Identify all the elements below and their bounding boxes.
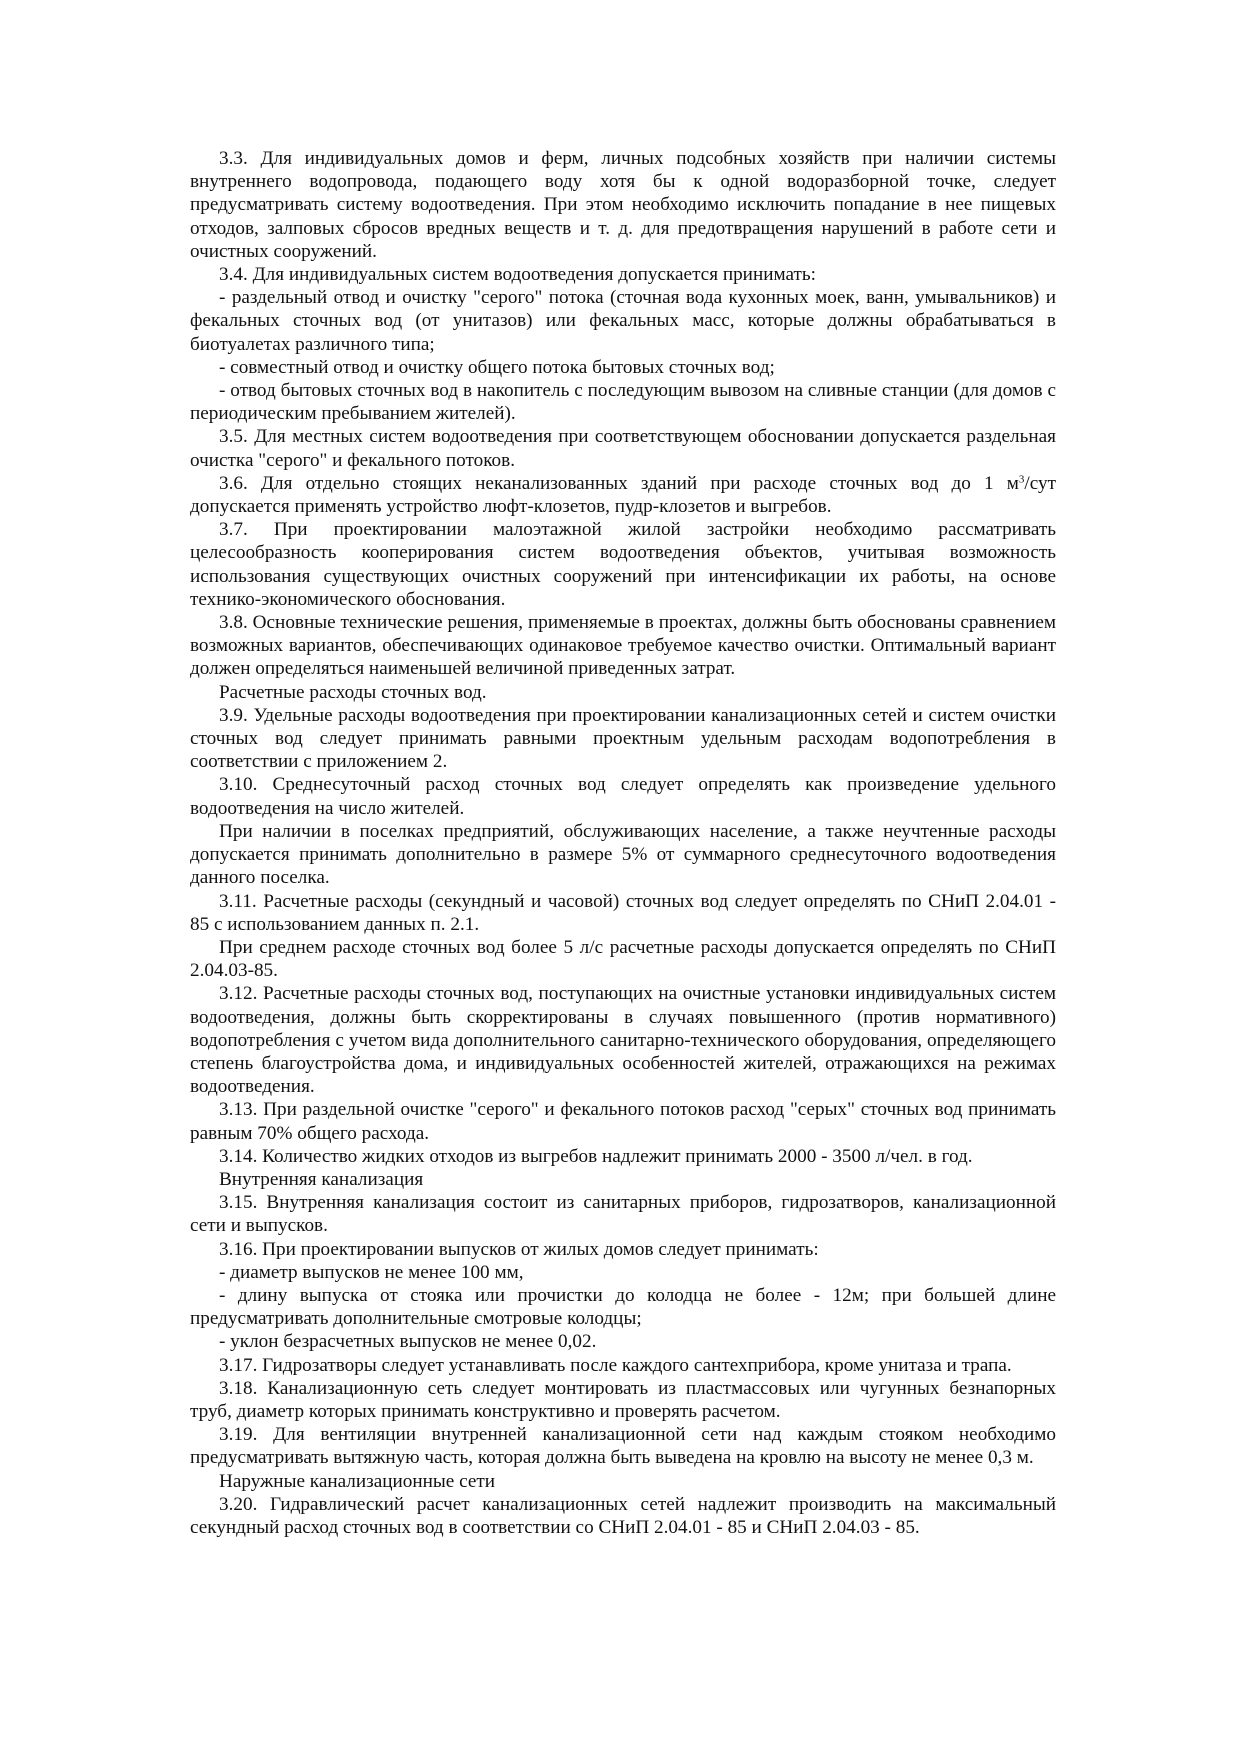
paragraph-3-5: 3.5. Для местных систем водоотведения при соответствующем обосновании допускается раздельная очистка "серого" и фекального потоков. [190, 426, 1056, 471]
paragraph-3-19: 3.19. Для вентиляции внутренней канализационной сети над каждым стояком необходимо предусматривать вытяжную часть, которая должна быть выведена на кровлю на высоту не менее 0,3 м. [190, 1424, 1056, 1469]
paragraph-3-13: 3.13. При раздельной очистке "серого" и фекального потоков расход "серых" сточных вод принимать равным 70% общего расхода. [190, 1099, 1056, 1144]
paragraph-average-flow: При среднем расходе сточных вод более 5 л/с расчетные расходы допускается определять по СНиП 2.04.03-85. [190, 936, 1056, 982]
paragraph-3-16: 3.16. При проектировании выпусков от жилых домов следует принимать: [219, 1238, 819, 1260]
list-item-separate-drainage: - раздельный отвод и очистку "серого" потока (сточная вода кухонных моек, ванн, умывальников) и фекальных сточных вод (от унитазов) или фекальных масс, которые должны обрабатываться в биотуалетах различного типа; [190, 287, 1056, 355]
paragraph-3-14: 3.14. Количество жидких отходов из выгребов надлежит принимать 2000 - 3500 л/чел. в год. [219, 1145, 973, 1167]
paragraph-3-4: 3.4. Для индивидуальных систем водоотведения допускается принимать: [219, 264, 816, 286]
paragraph-3-6 [190, 472, 1056, 518]
list-item-outlet-diameter: - диаметр выпусков не менее 100 мм, [219, 1261, 524, 1283]
paragraph-3-17: 3.17. Гидрозатворы следует устанавливать после каждого сантехприбора, кроме унитаза и трапа. [219, 1354, 1012, 1376]
document-page [190, 147, 1056, 1539]
paragraph-3-9: 3.9. Удельные расходы водоотведения при проектировании канализационных сетей и систем очистки сточных вод следует принимать равными проектным удельным расходам водопотребления в соответствии с приложением 2. [190, 704, 1056, 773]
paragraph-3-11: 3.11. Расчетные расходы (секундный и часовой) сточных вод следует определять по СНиП 2.04.01 - 85 с использованием данных п. 2.1. [190, 890, 1056, 935]
list-item-storage-tank: - отвод бытовых сточных вод в накопитель с последующим вывозом на сливные станции (для домов с периодическим пребыванием жителей). [190, 380, 1056, 425]
paragraph-3-6-text-b: /сут допускается применять устройство люфт-клозетов, пудр-клозетов и выгребов. [190, 472, 1056, 518]
paragraph-3-3: 3.3. Для индивидуальных домов и ферм, личных подсобных хозяйств при наличии системы внутреннего водопровода, подающего воду хотя бы к одной водоразборной точке, следует предусматривать систему водоотведения. При этом необходимо исключить попадание в нее пищевых отходов, залповых сбросов вредных веществ и т. д. для предотвращения нарушений в работе сети и очистных сооружений. [190, 148, 1056, 262]
paragraph-3-20: 3.20. Гидравлический расчет канализационных сетей надлежит производить на максимальный секундный расход сточных вод в соответствии со СНиП 2.04.01 - 85 и СНиП 2.04.03 - 85. [190, 1493, 1056, 1538]
list-item-outlet-length: - длину выпуска от стояка или прочистки до колодца не более - 12м; при большей длине предусматривать дополнительные смотровые колодцы; [190, 1284, 1056, 1330]
paragraph-3-8: 3.8. Основные технические решения, применяемые в проектах, должны быть обоснованы сравнением возможных вариантов, обеспечивающих одинаковое требуемое качество очистки. Оптимальный вариант должен определяться наименьшей величиной приведенных затрат. [190, 612, 1056, 680]
list-item-joint-drainage: - совместный отвод и очистку общего потока бытовых сточных вод; [219, 356, 775, 378]
paragraph-3-12: 3.12. Расчетные расходы сточных вод, поступающих на очистные установки индивидуальных систем водоотведения, должны быть скорректированы в случаях повышенного (против нормативного) водопотребления с учетом вида дополнительного санитарно-технического оборудования, определяющего степень благоустройства дома, и индивидуальных особенностей жителей, отражающихся на режимах водоотведения. [190, 983, 1056, 1098]
list-item-outlet-slope: - уклон безрасчетных выпусков не менее 0,02. [219, 1331, 597, 1353]
section-heading-external-networks: Наружные канализационные сети [219, 1470, 496, 1492]
paragraph-3-18: 3.18. Канализационную сеть следует монтировать из пластмассовых или чугунных безнапорных труб, диаметр которых принимать конструктивно и проверять расчетом. [190, 1377, 1056, 1422]
section-heading-internal-sewerage: Внутренняя канализация [219, 1168, 424, 1190]
paragraph-settlement-enterprises: При наличии в поселках предприятий, обслуживающих население, а также неучтенные расходы допускается принимать дополнительно в размере 5% от суммарного среднесуточного водоотведения данного поселка. [190, 820, 1056, 889]
cubic-superscript: 3 [1018, 473, 1025, 486]
paragraph-3-15: 3.15. Внутренняя канализация состоит из санитарных приборов, гидрозатворов, канализационной сети и выпусков. [190, 1192, 1056, 1237]
paragraph-3-6-text-a: 3.6. Для отдельно стоящих неканализованных зданий при расходе сточных вод до 1 м [219, 472, 1019, 494]
paragraph-3-7: 3.7. При проектировании малоэтажной жилой застройки необходимо рассматривать целесообразность кооперирования систем водоотведения объектов, учитывая возможность использования существующих очистных сооружений при интенсификации их работы, на основе технико-экономического обоснования. [190, 519, 1056, 610]
paragraph-3-10: 3.10. Среднесуточный расход сточных вод следует определять как произведение удельного водоотведения на число жителей. [190, 774, 1056, 819]
section-heading-design-flows: Расчетные расходы сточных вод. [219, 681, 487, 703]
